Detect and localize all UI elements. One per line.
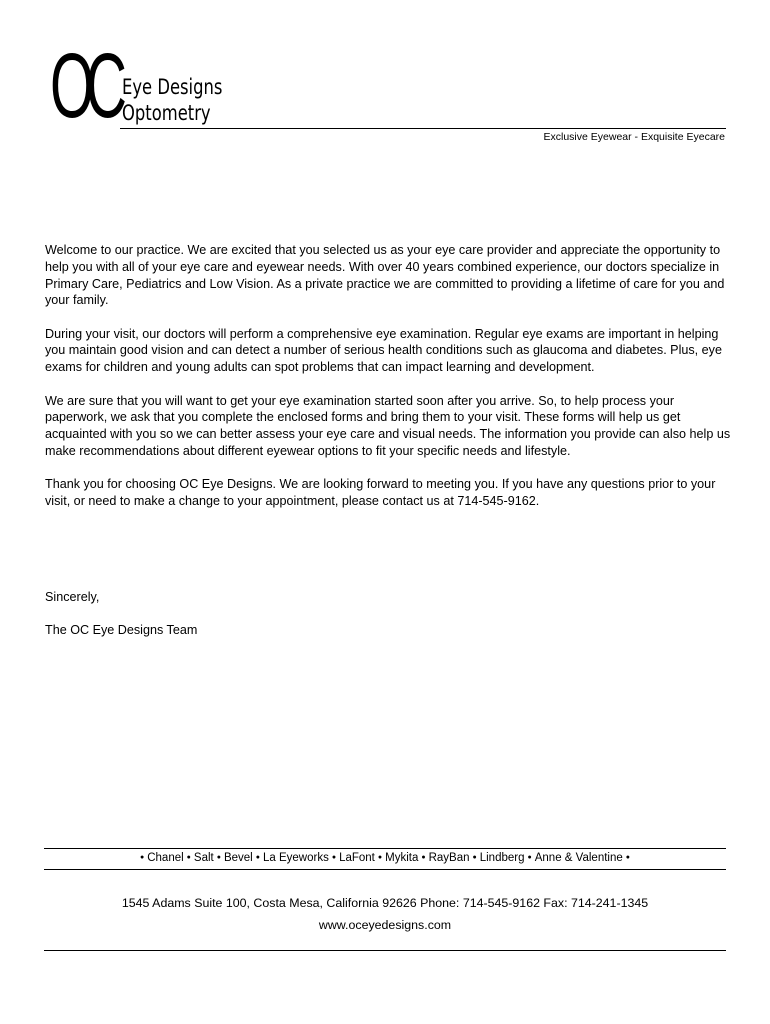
brand-name: Chanel: [147, 852, 184, 864]
logo-subtitle-line: Optometry: [122, 101, 211, 125]
bullet-separator: ●: [186, 854, 191, 861]
brand-name: Bevel: [223, 852, 253, 864]
brand-name: RayBan: [428, 852, 470, 864]
contact-address: 1545 Adams Suite 100, Costa Mesa, California 92626 Phone: 714-545-9162 Fax: 714-241-1345: [121, 896, 649, 910]
logo-name-line: Eye Designs: [122, 75, 223, 99]
brand-name: Mykita: [385, 852, 419, 864]
logo-monogram: OC: [50, 35, 119, 137]
bullet-separator: ●: [331, 854, 337, 861]
footer-divider-top: [44, 848, 726, 849]
bullet-separator: ●: [472, 854, 477, 861]
letter-body: [45, 242, 731, 526]
website-link[interactable]: www.oceyedesigns.com: [318, 918, 452, 932]
letter-closing: [45, 589, 197, 655]
company-logo: [50, 35, 230, 137]
bullet-separator: ●: [139, 854, 145, 861]
tagline: Exclusive Eyewear - Exquisite Eyecare: [543, 131, 725, 143]
signature: The OC Eye Designs Team: [45, 622, 198, 637]
brand-list: [44, 852, 726, 864]
brand-name: Anne & Valentine: [534, 852, 623, 864]
brand-name: Lindberg: [479, 852, 525, 864]
brand-name: LaFont: [339, 852, 375, 864]
letter-paragraph-visit: During your visit, our doctors will perform a comprehensive eye examination. Regular eye exams are important in helping you maintain good vision and can detect a number of serious health conditions such as glaucoma and diabetes. Plus, eye exams for children and young adults can spot problems that can impact learning and development.: [45, 326, 722, 375]
header-divider: [120, 128, 726, 129]
bullet-separator: ●: [625, 854, 630, 861]
salutation: Sincerely,: [45, 590, 100, 604]
brand-name: Salt: [193, 852, 214, 864]
letter-paragraph-thanks: Thank you for choosing OC Eye Designs. We are looking forward to meeting you. If you have any questions prior to your visit, or need to make a change to your appointment, please contact us at 714-545-9162.: [45, 477, 716, 509]
bullet-separator: ●: [527, 854, 532, 861]
bullet-separator: ●: [255, 854, 260, 861]
bullet-separator: ●: [421, 854, 426, 861]
bullet-separator: ●: [216, 854, 221, 861]
brand-name: La Eyeworks: [262, 852, 329, 864]
bullet-separator: ●: [377, 854, 383, 861]
footer-divider-bottom: [44, 950, 726, 951]
letter-paragraph-welcome: Welcome to our practice. We are excited that you selected us as your eye care provider and appreciate the opportunity to help you with all of your eye care and eyewear needs. With over 40 years combined experience, our doctors specialize in Primary Care, Pediatrics and Low Vision. As a private practice we are committed to providing a lifetime of care for you and your family.: [45, 243, 725, 308]
footer-divider-middle: [44, 869, 726, 870]
letter-paragraph-paperwork: We are sure that you will want to get your eye examination started soon after you arrive. So, to help process your paperwork, we ask that you complete the enclosed forms and bring them to your visit. These forms will help us get acquainted with you so we can better assess your eye care and visual needs. The information you provide can also help us make recommendations about different eyewear options to fit your specific needs and lifestyle.: [45, 393, 731, 458]
